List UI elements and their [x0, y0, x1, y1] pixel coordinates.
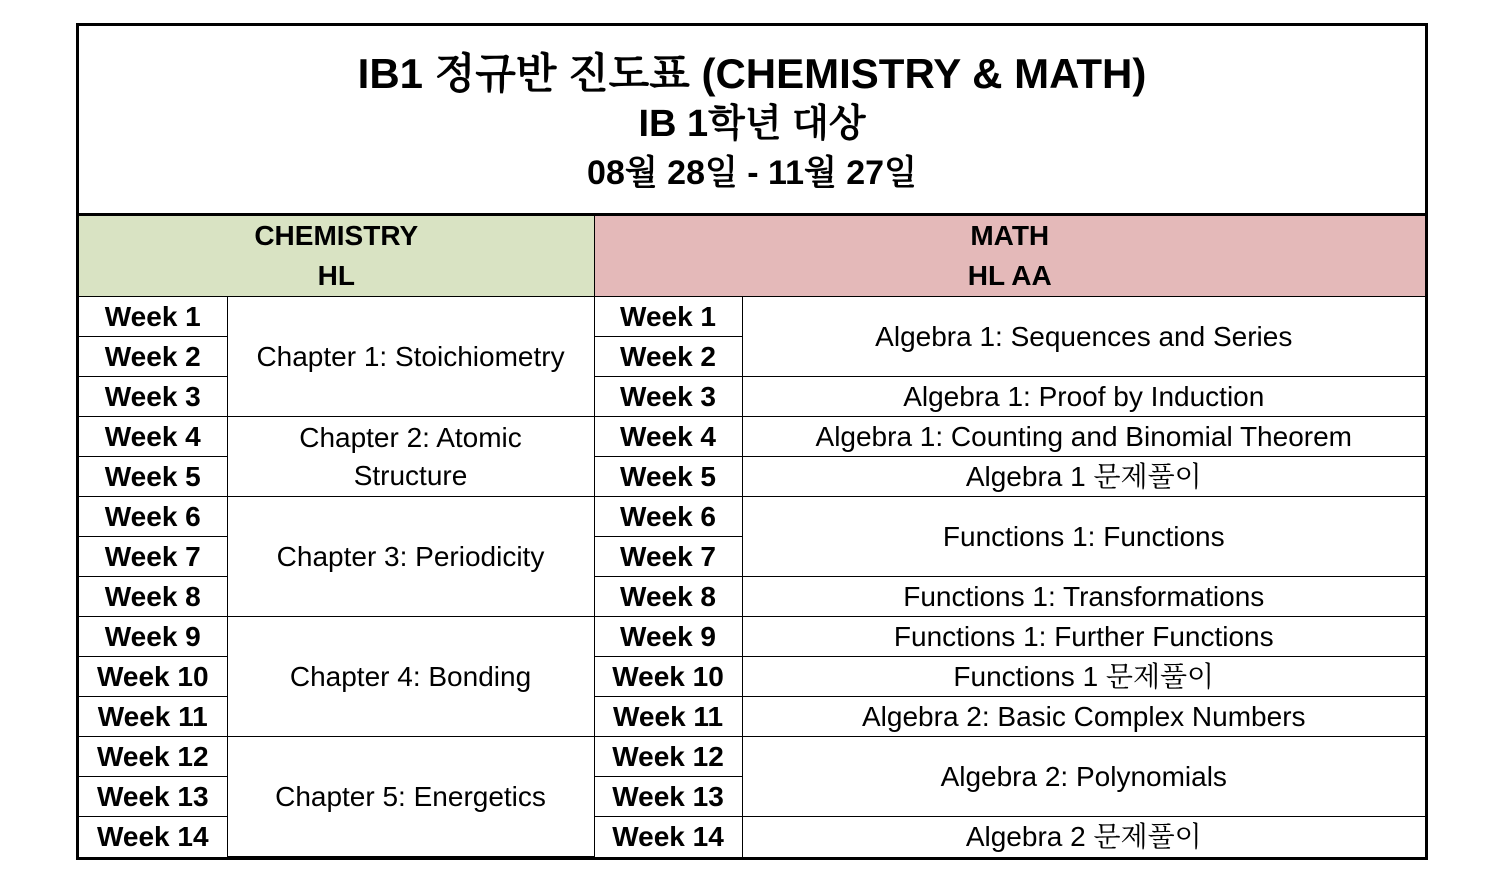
chem-week-2: Week 2	[79, 337, 227, 377]
math-topic-9: Algebra 2: Basic Complex Numbers	[742, 697, 1425, 737]
math-week-9: Week 9	[594, 617, 742, 657]
math-week-8: Week 8	[594, 577, 742, 617]
math-week-4: Week 4	[594, 417, 742, 457]
chem-chapter-1: Chapter 1: Stoichiometry	[227, 297, 594, 417]
math-topic-2: Algebra 1: Proof by Induction	[742, 377, 1425, 417]
math-level: HL AA	[967, 260, 1052, 291]
math-week-5: Week 5	[594, 457, 742, 497]
math-week-14: Week 14	[594, 817, 742, 857]
math-week-6: Week 6	[594, 497, 742, 537]
math-name: MATH	[970, 220, 1050, 251]
math-header	[594, 216, 1425, 297]
chem-week-1: Week 1	[79, 297, 227, 337]
chem-week-8: Week 8	[79, 577, 227, 617]
math-week-12: Week 12	[594, 737, 742, 777]
schedule-subtitle: IB 1학년 대상	[638, 103, 866, 145]
chem-week-11: Week 11	[79, 697, 227, 737]
math-week-3: Week 3	[594, 377, 742, 417]
schedule-dates: 08월 28일 - 11월 27일	[587, 154, 917, 192]
chemistry-header	[79, 216, 594, 297]
math-topic-8: Functions 1 문제풀이	[742, 657, 1425, 697]
chem-week-4: Week 4	[79, 417, 227, 457]
math-week-7: Week 7	[594, 537, 742, 577]
math-topic-10: Algebra 2: Polynomials	[742, 737, 1425, 817]
math-topic-3: Algebra 1: Counting and Binomial Theorem	[742, 417, 1425, 457]
chem-week-6: Week 6	[79, 497, 227, 537]
math-week-1: Week 1	[594, 297, 742, 337]
math-topic-11: Algebra 2 문제풀이	[742, 817, 1425, 857]
math-week-13: Week 13	[594, 777, 742, 817]
schedule-table	[79, 216, 1425, 857]
math-topic-7: Functions 1: Further Functions	[742, 617, 1425, 657]
chem-week-12: Week 12	[79, 737, 227, 777]
chem-chapter-2: Chapter 2: Atomic Structure	[227, 417, 594, 497]
chem-week-10: Week 10	[79, 657, 227, 697]
chem-week-9: Week 9	[79, 617, 227, 657]
chemistry-name: CHEMISTRY	[254, 220, 419, 251]
chem-week-14: Week 14	[79, 817, 227, 857]
schedule-title: IB1 정규반 진도표 (CHEMISTRY & MATH)	[357, 50, 1147, 97]
chemistry-level: HL	[317, 260, 355, 291]
schedule-sheet	[76, 23, 1428, 860]
chem-chapter-4: Chapter 4: Bonding	[227, 617, 594, 737]
math-topic-1: Algebra 1: Sequences and Series	[742, 297, 1425, 377]
math-topic-4: Algebra 1 문제풀이	[742, 457, 1425, 497]
math-week-10: Week 10	[594, 657, 742, 697]
chem-week-3: Week 3	[79, 377, 227, 417]
math-week-11: Week 11	[594, 697, 742, 737]
math-topic-5: Functions 1: Functions	[742, 497, 1425, 577]
chem-chapter-3: Chapter 3: Periodicity	[227, 497, 594, 617]
chem-week-13: Week 13	[79, 777, 227, 817]
math-topic-6: Functions 1: Transformations	[742, 577, 1425, 617]
chem-week-7: Week 7	[79, 537, 227, 577]
schedule-header	[79, 26, 1425, 216]
math-week-2: Week 2	[594, 337, 742, 377]
chem-chapter-5: Chapter 5: Energetics	[227, 737, 594, 857]
chem-week-5: Week 5	[79, 457, 227, 497]
